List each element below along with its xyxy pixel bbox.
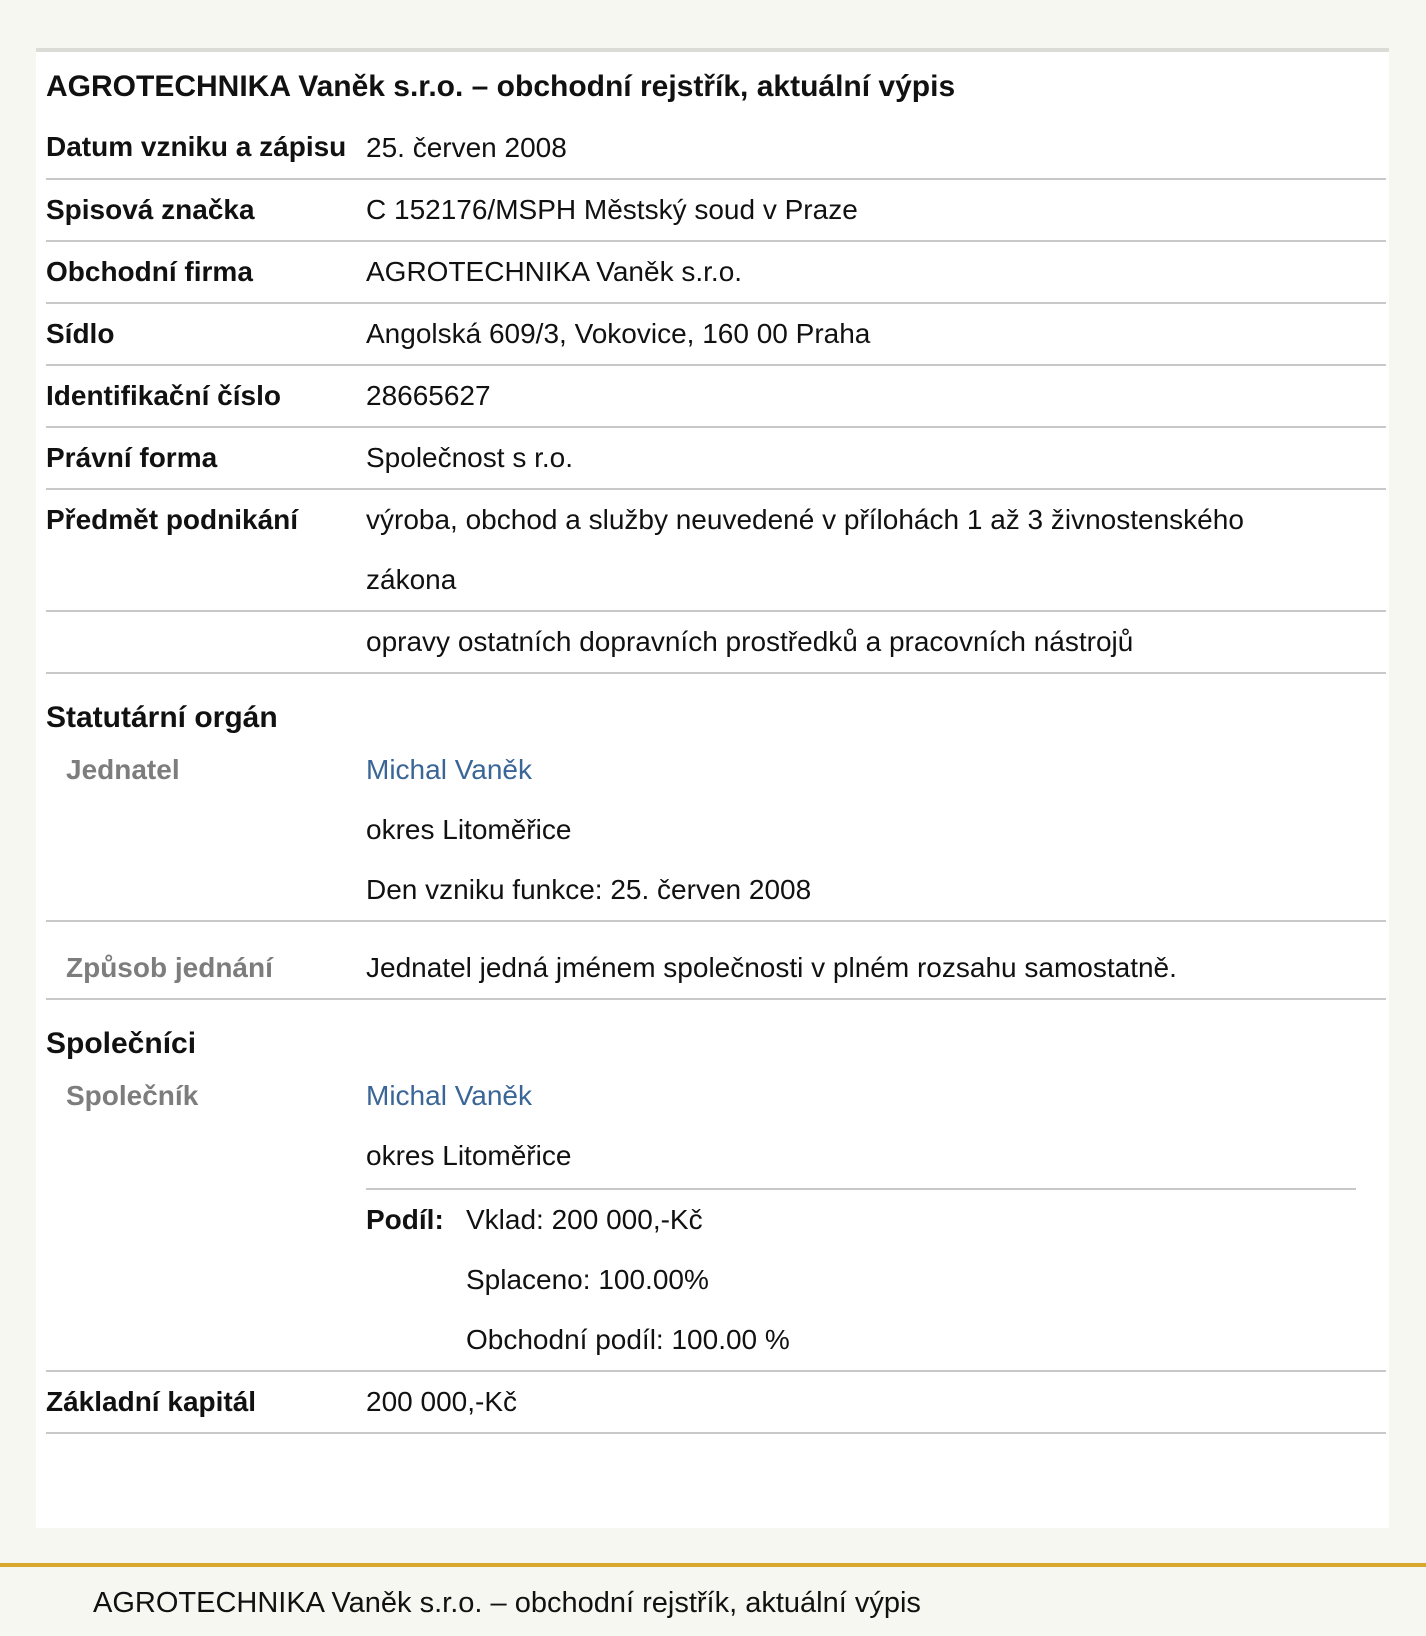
register-extract-card (36, 48, 1389, 1528)
id-number-value: 28665627 (366, 380, 491, 411)
row-legal-form (46, 428, 1386, 490)
id-number-label: Identifikační číslo (46, 380, 281, 411)
director-district: okres Litoměřice (366, 814, 572, 845)
row-director (46, 740, 1386, 922)
stake-row (366, 1188, 1356, 1370)
row-acting-manner (46, 922, 1386, 1000)
row-seat (46, 304, 1386, 366)
row-file-number (46, 180, 1386, 242)
business-activity-value-2: opravy ostatních dopravních prostředků a pracovních nástrojů (366, 626, 1134, 657)
stake-deposit: Vklad: 200 000,-Kč (466, 1204, 703, 1235)
business-activity-value: výroba, obchod a služby neuvedené v přílohách 1 až 3 živnostenského zákona (366, 504, 1244, 595)
legal-form-label: Právní forma (46, 442, 218, 473)
registration-date-label: Datum vzniku a zápisu (46, 131, 347, 162)
page-title: AGROTECHNIKA Vaněk s.r.o. – obchodní rejstřík, aktuální výpis (46, 70, 956, 103)
registration-date-value: 25. červen 2008 (366, 132, 567, 163)
legal-form-value: Společnost s r.o. (366, 442, 574, 473)
stake-share: Obchodní podíl: 100.00 % (466, 1324, 790, 1355)
stake-values (466, 1190, 790, 1370)
partners-heading: Společníci (46, 1027, 197, 1060)
register-extract-content (46, 52, 1386, 1434)
footer-title: AGROTECHNIKA Vaněk s.r.o. – obchodní rejstřík, aktuální výpis (93, 1587, 921, 1619)
footer (0, 1563, 1426, 1636)
director-details (366, 740, 1386, 920)
capital-label: Základní kapitál (46, 1386, 257, 1417)
director-name-link[interactable]: Michal Vaněk (366, 754, 533, 785)
row-label (46, 118, 366, 178)
partner-district: okres Litoměřice (366, 1140, 572, 1171)
capital-value: 200 000,-Kč (366, 1386, 517, 1417)
row-id-number (46, 366, 1386, 428)
business-name-value: AGROTECHNIKA Vaněk s.r.o. (366, 256, 743, 287)
business-activity-label-empty (46, 612, 366, 672)
stake-paid: Splaceno: 100.00% (466, 1264, 709, 1295)
partner-name-link[interactable]: Michal Vaněk (366, 1080, 533, 1111)
partner-label: Společník (66, 1080, 199, 1111)
seat-value: Angolská 609/3, Vokovice, 160 00 Praha (366, 318, 871, 349)
director-since: Den vzniku funkce: 25. červen 2008 (366, 874, 812, 905)
statutory-heading: Statutární orgán (46, 701, 278, 734)
business-name-label: Obchodní firma (46, 256, 253, 287)
director-label: Jednatel (66, 754, 180, 785)
acting-manner-label: Způsob jednání (66, 952, 273, 983)
seat-label: Sídlo (46, 318, 115, 349)
row-capital (46, 1372, 1386, 1434)
business-activity-label: Předmět podnikání (46, 504, 299, 535)
file-number-label: Spisová značka (46, 194, 255, 225)
row-registration-date (46, 118, 1386, 180)
file-number-value: C 152176/MSPH Městský soud v Praze (366, 194, 858, 225)
row-partner (46, 1066, 1386, 1372)
partner-details (366, 1066, 1386, 1370)
row-business-activity-2 (46, 612, 1386, 674)
stake-label: Podíl: (366, 1204, 444, 1235)
acting-manner-value: Jednatel jedná jménem společnosti v plném rozsahu samostatně. (366, 952, 1177, 983)
row-business-activity (46, 490, 1386, 612)
row-business-name (46, 242, 1386, 304)
